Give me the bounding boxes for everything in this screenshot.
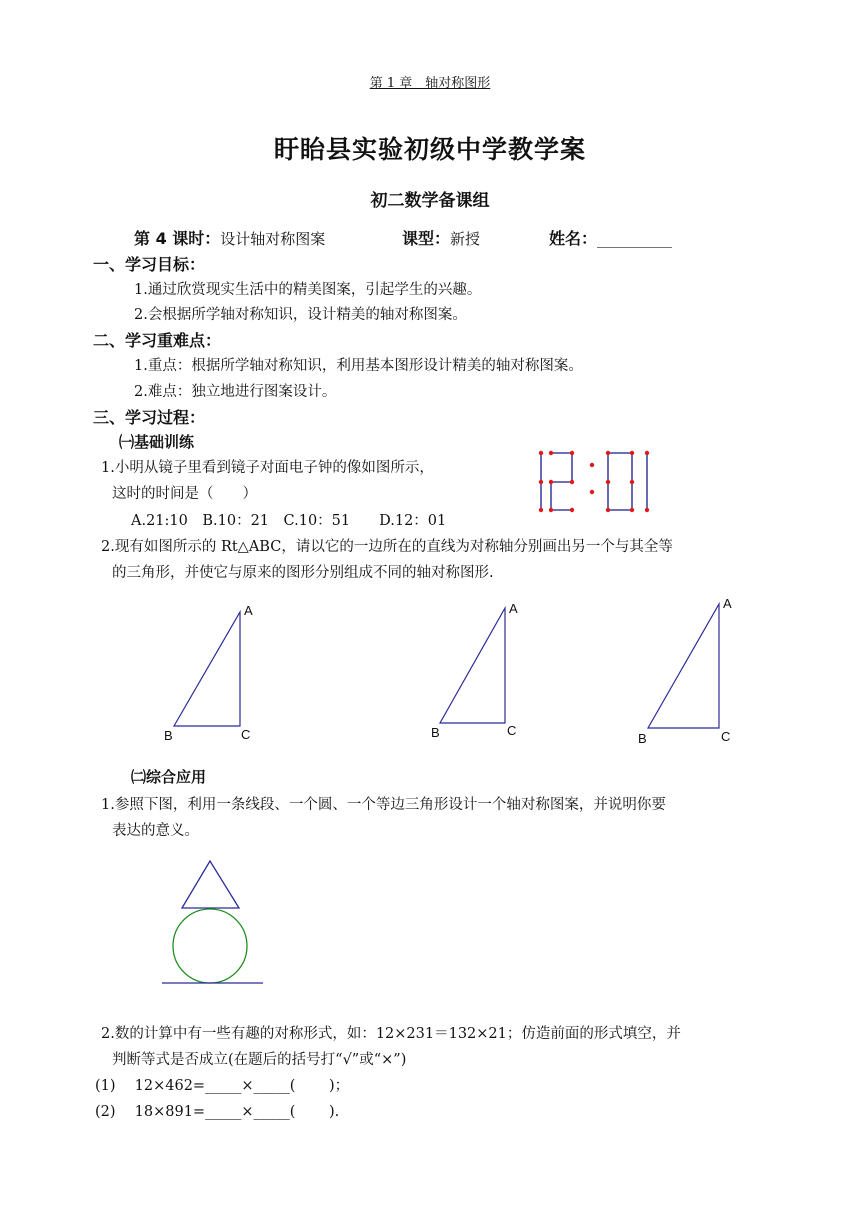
clock-colon-dot [590,490,594,494]
clock-dot [549,480,553,484]
basic-q2-line2: 的三角形，并使它与原来的图形分别组成不同的轴对称图形. [112,565,494,581]
vertex-label-b: B [431,725,440,740]
difficulty-item: 2.难点：独立地进行图案设计。 [134,384,337,400]
chapter-header: 第 1 章 轴对称图形 [369,76,491,91]
basic-training-heading: ㈠基础训练 [119,433,195,451]
circle-shape [173,909,247,983]
right-triangle-1 [174,612,240,726]
mirrored-clock-figure [525,440,665,520]
vertex-label-c: C [241,727,251,742]
process-heading: 三、学习过程： [93,408,206,427]
clock-dot [539,508,543,512]
goal-item: 1.通过欣赏现实生活中的精美图案，引起学生的兴趣。 [134,282,482,298]
fill-in-item-2: (2) 18×891=_____×_____( ). [95,1104,340,1120]
basic-q1-line1: 1.小明从镜子里看到镜子对面电子钟的像如图所示， [101,460,434,476]
goals-heading: 一、学习目标： [93,255,206,274]
vertex-label-b: B [638,731,647,746]
applied-q2-line1: 2.数的计算中有一些有趣的对称形式，如：12×231＝132×21；仿造前面的形式填空，并 [101,1026,681,1042]
lesson-info [134,226,325,249]
clock-dot [606,480,610,484]
vertex-label-a: A [244,603,253,618]
applied-q1-line2: 表达的意义。 [112,823,199,839]
vertex-label-c: C [721,729,731,744]
vertex-label-a: A [509,601,518,616]
example-symmetric-design [155,855,275,990]
lesson-value: 设计轴对称图案 [220,230,326,248]
clock-dot [630,451,634,455]
type-info [402,226,480,249]
clock-dot [570,480,574,484]
clock-dot [606,451,610,455]
page-subtitle: 初二数学备课组 [370,191,490,211]
lesson-label: 第 4 课时： [134,229,221,248]
clock-dot [606,508,610,512]
vertex-label-c: C [507,723,517,738]
clock-dot [570,508,574,512]
clock-colon-dot [590,463,594,467]
name-blank: __________ [597,230,673,248]
clock-dot [549,451,553,455]
clock-dot [570,451,574,455]
vertex-label-a: A [723,596,732,611]
difficulties-heading: 二、学习重难点： [93,331,222,350]
goal-item: 2.会根据所学轴对称知识，设计精美的轴对称图案。 [134,307,467,323]
applied-q1-line1: 1.参照下图，利用一条线段、一个圆、一个等边三角形设计一个轴对称图案，并说明你要 [101,797,666,813]
right-triangle-3 [648,604,719,728]
type-label: 课型： [402,229,451,248]
basic-q1-options: A.21:10 B.10：21 C.10：51 D.12：01 [131,513,447,529]
fill-in-item-1: (1) 12×462=_____×_____( )； [95,1078,350,1094]
name-label: 姓名： [549,229,598,248]
clock-dot [630,508,634,512]
difficulty-item: 1.重点：根据所学轴对称知识，利用基本图形设计精美的轴对称图案。 [134,358,583,374]
basic-q2-line1: 2.现有如图所示的 Rt△ABC，请以它的一边所在的直线为对称轴分别画出另一个与其全等 [101,539,673,555]
right-triangle-2 [440,608,505,723]
right-triangles-figure [0,590,860,755]
clock-dot [539,451,543,455]
basic-q1-line2: 这时的时间是（ ） [112,486,257,502]
name-info [549,226,672,249]
type-value: 新授 [450,230,481,248]
clock-dot [630,480,634,484]
clock-dot [539,480,543,484]
applied-q2-line2: 判断等式是否成立(在题后的括号打“√”或“×”) [112,1052,407,1068]
page-title: 盱眙县实验初级中学教学案 [273,135,586,164]
equilateral-triangle-shape [182,861,239,908]
clock-dot [549,508,553,512]
clock-dot [645,508,649,512]
applied-heading: ㈡综合应用 [131,768,207,786]
vertex-label-b: B [164,728,173,743]
clock-dot [645,451,649,455]
